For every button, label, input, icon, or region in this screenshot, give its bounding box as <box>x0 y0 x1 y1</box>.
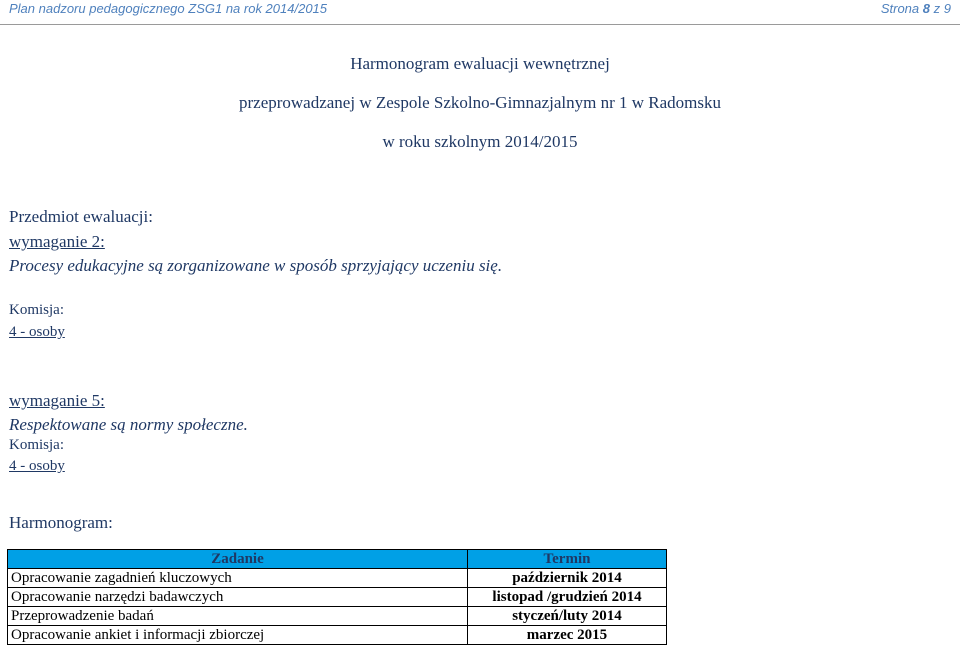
task-cell: Opracowanie zagadnień kluczowych <box>8 569 468 588</box>
term-cell: marzec 2015 <box>468 626 667 645</box>
title-line-1: Harmonogram ewaluacji wewnętrznej <box>350 54 610 73</box>
schedule-table <box>7 549 667 645</box>
committee-value-2: 4 - osoby <box>9 458 65 474</box>
task-cell: Opracowanie ankiet i informacji zbiorczej <box>8 626 468 645</box>
term-cell: październik 2014 <box>468 569 667 588</box>
table-row <box>8 626 667 645</box>
schedule-heading: Harmonogram: <box>9 513 113 532</box>
page-separator: z <box>933 1 941 16</box>
requirement-2-text: Procesy edukacyjne są zorganizowane w sposób sprzyjający uczeniu się. <box>9 256 503 275</box>
table-row <box>8 607 667 626</box>
term-cell: listopad /grudzień 2014 <box>468 588 667 607</box>
requirement-5-label: wymaganie 5: <box>9 391 105 410</box>
page-total: 9 <box>943 1 951 16</box>
table-row <box>8 569 667 588</box>
title-line-2: przeprowadzanej w Zespole Szkolno-Gimnazjalnym nr 1 w Radomsku <box>238 93 721 112</box>
page-number <box>881 1 951 16</box>
committee-label-2: Komisja: <box>9 437 64 453</box>
column-header-task: Zadanie <box>8 550 468 569</box>
task-cell: Przeprowadzenie badań <box>8 607 468 626</box>
page-label: Strona <box>880 1 920 16</box>
table-row <box>8 588 667 607</box>
requirement-2-label: wymaganie 2: <box>9 232 105 251</box>
committee-label-1: Komisja: <box>9 302 64 318</box>
page-header <box>0 0 960 25</box>
committee-value-1: 4 - osoby <box>9 324 65 340</box>
requirement-5-text: Respektowane są normy społeczne. <box>9 415 248 434</box>
column-header-term: Termin <box>468 550 667 569</box>
title-line-3: w roku szkolnym 2014/2015 <box>382 132 578 151</box>
term-cell: styczeń/luty 2014 <box>468 607 667 626</box>
task-cell: Opracowanie narzędzi badawczych <box>8 588 468 607</box>
header-document-title: Plan nadzoru pedagogicznego ZSG1 na rok 2014/2015 <box>9 1 328 16</box>
subject-heading: Przedmiot ewaluacji: <box>9 207 153 226</box>
page-current: 8 <box>922 1 931 16</box>
table-header-row <box>8 550 667 569</box>
